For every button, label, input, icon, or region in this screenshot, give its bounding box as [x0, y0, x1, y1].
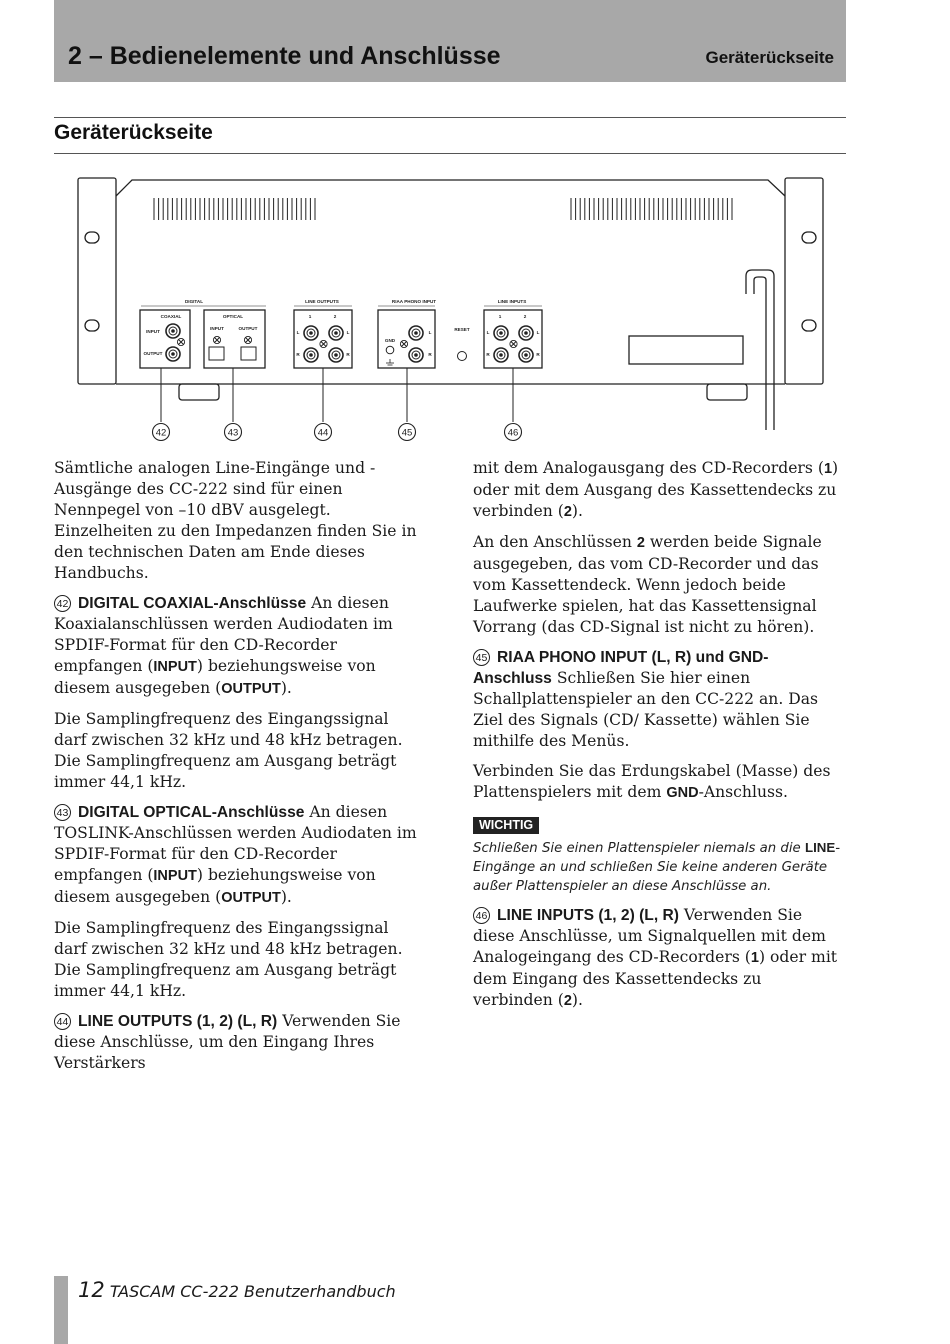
item-bold: GND [666, 785, 699, 801]
serial-label-plate [629, 336, 743, 364]
section-title: Geräterückseite [54, 121, 213, 144]
rca-jack [329, 326, 343, 340]
screw [400, 340, 407, 347]
callout-43: 43 [227, 427, 239, 439]
chassis-foot [707, 384, 747, 400]
rca-jack [304, 348, 318, 362]
label-reset: RESET [454, 327, 470, 332]
item-text: ). [571, 991, 583, 1009]
chassis-top-bevel [116, 180, 785, 196]
line-inputs-panel [484, 310, 542, 368]
left-column [54, 458, 422, 1083]
item-bold: INPUT [153, 868, 197, 884]
item-number-44: 44 [54, 1013, 71, 1030]
item-number-46: 46 [473, 907, 490, 924]
item-heading: DIGITAL OPTICAL-Anschlüsse [78, 804, 305, 821]
sampling-paragraph: Die Samplingfrequenz des Eingangssignal darf zwischen 32 kHz und 48 kHz betragen. Die Samplingfrequenz am Ausgang beträgt immer 44,1 kHz. [54, 710, 403, 791]
header-section-label: Geräterückseite [705, 48, 834, 67]
item-43 [54, 802, 422, 909]
screw [213, 336, 220, 343]
ground-symbol-icon [386, 359, 394, 365]
item-text: -Anschluss. [698, 783, 788, 801]
label-phono-l: L [428, 330, 432, 335]
item-44-continued [473, 458, 846, 523]
rca-jack [494, 348, 508, 362]
sampling-paragraph: Die Samplingfrequenz des Eingangssignal darf zwischen 32 kHz und 48 kHz betragen. Die Samplingfrequenz am Ausgang beträgt immer 44,1 kHz. [54, 919, 403, 1000]
item-number-42: 42 [54, 595, 71, 612]
item-bold: INPUT [153, 659, 197, 675]
rca-jack [329, 348, 343, 362]
callout-46: 46 [507, 427, 519, 439]
label-out-ch2: 2 [333, 314, 337, 319]
item-text: ) beziehungsweise von diesem ausgegeben ( [54, 657, 376, 697]
rca-jack [494, 326, 508, 340]
rca-jack [409, 348, 423, 362]
item-bold: OUTPUT [221, 890, 281, 906]
callout-42: 42 [155, 427, 167, 439]
rear-panel-diagram [54, 160, 846, 450]
item-text: mit dem Analogausgang des CD-Recorders ( [473, 459, 824, 477]
chassis-foot [179, 384, 219, 400]
item-bold: 2 [636, 535, 645, 551]
rack-hole [85, 320, 99, 331]
rack-hole [85, 232, 99, 243]
item-bold: 1 [823, 461, 833, 477]
rack-hole [802, 320, 816, 331]
item-text: ) beziehungsweise von diesem ausgegeben ( [54, 866, 376, 906]
label-coax-output: OUTPUT [143, 351, 163, 356]
power-cord [746, 270, 774, 430]
rack-hole [802, 232, 816, 243]
footer-bar [54, 1276, 68, 1344]
item-text: ). [571, 502, 583, 520]
item-text: An diesen Koaxialanschlüssen werden Audiodaten im SPDIF-Format für den CD-Recorder empfangen ( [54, 594, 393, 675]
label-in-ch2: 2 [523, 314, 527, 319]
chapter-header-bar [54, 0, 846, 82]
label-riaa-phono-input: RIAA PHONO INPUT [391, 299, 437, 304]
left-rack-ear [78, 178, 116, 384]
item-text: ). [280, 679, 292, 697]
item-text: Verbinden Sie das Erdungskabel (Masse) des Plattenspielers mit dem [473, 762, 831, 801]
gnd-paragraph [473, 761, 846, 804]
screw [244, 336, 251, 343]
item-42 [54, 593, 422, 700]
rca-jack [519, 326, 533, 340]
page-footer [78, 1278, 396, 1302]
item-bold: OUTPUT [221, 681, 281, 697]
page-number: 12 [78, 1278, 105, 1302]
label-out-l: L [296, 330, 300, 335]
rca-jack [304, 326, 318, 340]
toslink-port [209, 347, 224, 360]
item-heading: DIGITAL COAXIAL-Anschlüsse [78, 595, 307, 612]
intro-paragraph: Sämtliche analogen Line-Eingänge und -Ausgänge des CC-222 sind für einen Nennpegel von –10 dBV ausgelegt. Einzelheiten zu den Impedanzen finden Sie in den technischen Daten am Ende dieses Handbuchs. [54, 459, 417, 582]
line-outputs-panel [294, 310, 352, 368]
screw [177, 338, 184, 345]
warning-text-part: -Eingänge an und schließen Sie keine anderen Geräte außer Plattenspieler an diese Anschlüsse an. [473, 841, 841, 894]
label-opt-output: OUTPUT [238, 326, 258, 331]
item-text: werden beide Signale ausgegeben, das vom CD-Recorder und das vom Kassettendeck. Wenn jedoch beide Laufwerke spielen, hat das Kassettensignal Vorrang (das CD-Signal ist nicht zu hören). [473, 533, 822, 636]
label-gnd: GND [384, 338, 396, 343]
callout-45: 45 [401, 427, 413, 439]
power-cord [754, 277, 766, 430]
toslink-port [241, 347, 256, 360]
label-in-l: L [486, 330, 490, 335]
label-in-r: R [536, 352, 540, 357]
item-text: ) oder mit dem Eingang des Kassettendecks zu verbinden ( [473, 948, 838, 1009]
warning-badge: WICHTIG [473, 817, 539, 834]
item-bold: 2 [563, 993, 572, 1009]
rca-jack [166, 347, 180, 361]
item-text: An diesen TOSLINK-Anschlüssen werden Audiodaten im SPDIF-Format für den CD-Recorder empfangen ( [54, 803, 417, 884]
item-46 [473, 905, 846, 1012]
label-optical: OPTICAL [222, 314, 244, 319]
warning-bold: LINE [804, 840, 836, 855]
rca-jack [409, 326, 423, 340]
item-text: Verwenden Sie diese Anschlüsse, um den Eingang Ihres Verstärkers [54, 1012, 401, 1072]
screw [320, 340, 327, 347]
manual-title: TASCAM CC-222 Benutzerhandbuch [109, 1282, 396, 1301]
label-digital: DIGITAL [184, 299, 204, 304]
item-45 [473, 647, 846, 752]
label-in-r: R [486, 352, 490, 357]
label-out-ch1: 1 [308, 314, 312, 319]
label-out-r: R [296, 352, 300, 357]
label-line-outputs: LINE OUTPUTS [305, 299, 339, 304]
item-text: Verwenden Sie diese Anschlüsse, um Signalquellen mit dem Analogeingang des CD-Recorders ( [473, 906, 826, 966]
item-text: Schließen Sie hier einen Schallplattenspieler an den CC-222 an. Das Ziel des Signals (CD/ Kassette) wählen Sie mithilfe des Menüs. [473, 669, 819, 750]
label-phono-r: R [428, 352, 432, 357]
label-coaxial: COAXIAL [160, 314, 182, 319]
callout-lines [161, 368, 513, 422]
label-opt-input: INPUT [210, 326, 224, 331]
ventilation-slots [154, 198, 732, 220]
section-rule-top [54, 117, 846, 118]
rca-jack [519, 348, 533, 362]
warning-text-part: Schließen Sie einen Plattenspieler niemals an die [473, 841, 805, 856]
item-text: An den Anschlüssen [473, 533, 637, 551]
item-heading: LINE INPUTS (1, 2) (L, R) [497, 907, 679, 924]
right-column [473, 458, 846, 1021]
chapter-title: 2 – Bedienelemente und Anschlüsse [68, 42, 501, 70]
outputs-2-paragraph [473, 532, 846, 638]
item-heading: LINE OUTPUTS (1, 2) (L, R) [78, 1013, 278, 1030]
reset-button [458, 352, 467, 361]
right-rack-ear [785, 178, 823, 384]
item-number-45: 45 [473, 649, 490, 666]
warning-text [473, 838, 846, 896]
item-44 [54, 1011, 422, 1074]
item-bold: 2 [563, 504, 572, 520]
label-line-inputs: LINE INPUTS [497, 299, 527, 304]
item-text: ). [280, 888, 292, 906]
label-in-ch1: 1 [498, 314, 502, 319]
label-out-r: R [346, 352, 350, 357]
item-heading: RIAA PHONO INPUT (L, R) und GND-Anschluss [473, 649, 769, 687]
rca-jack [166, 324, 180, 338]
label-in-l: L [536, 330, 540, 335]
item-bold: 1 [750, 950, 759, 966]
label-coax-input: INPUT [146, 329, 160, 334]
item-text: ) oder mit dem Ausgang des Kassettendecks zu verbinden ( [473, 459, 839, 520]
section-rule-bottom [54, 153, 846, 154]
gnd-terminal [386, 346, 394, 354]
callout-44: 44 [317, 427, 329, 439]
screw [510, 340, 517, 347]
label-out-l: L [346, 330, 350, 335]
item-number-43: 43 [54, 804, 71, 821]
